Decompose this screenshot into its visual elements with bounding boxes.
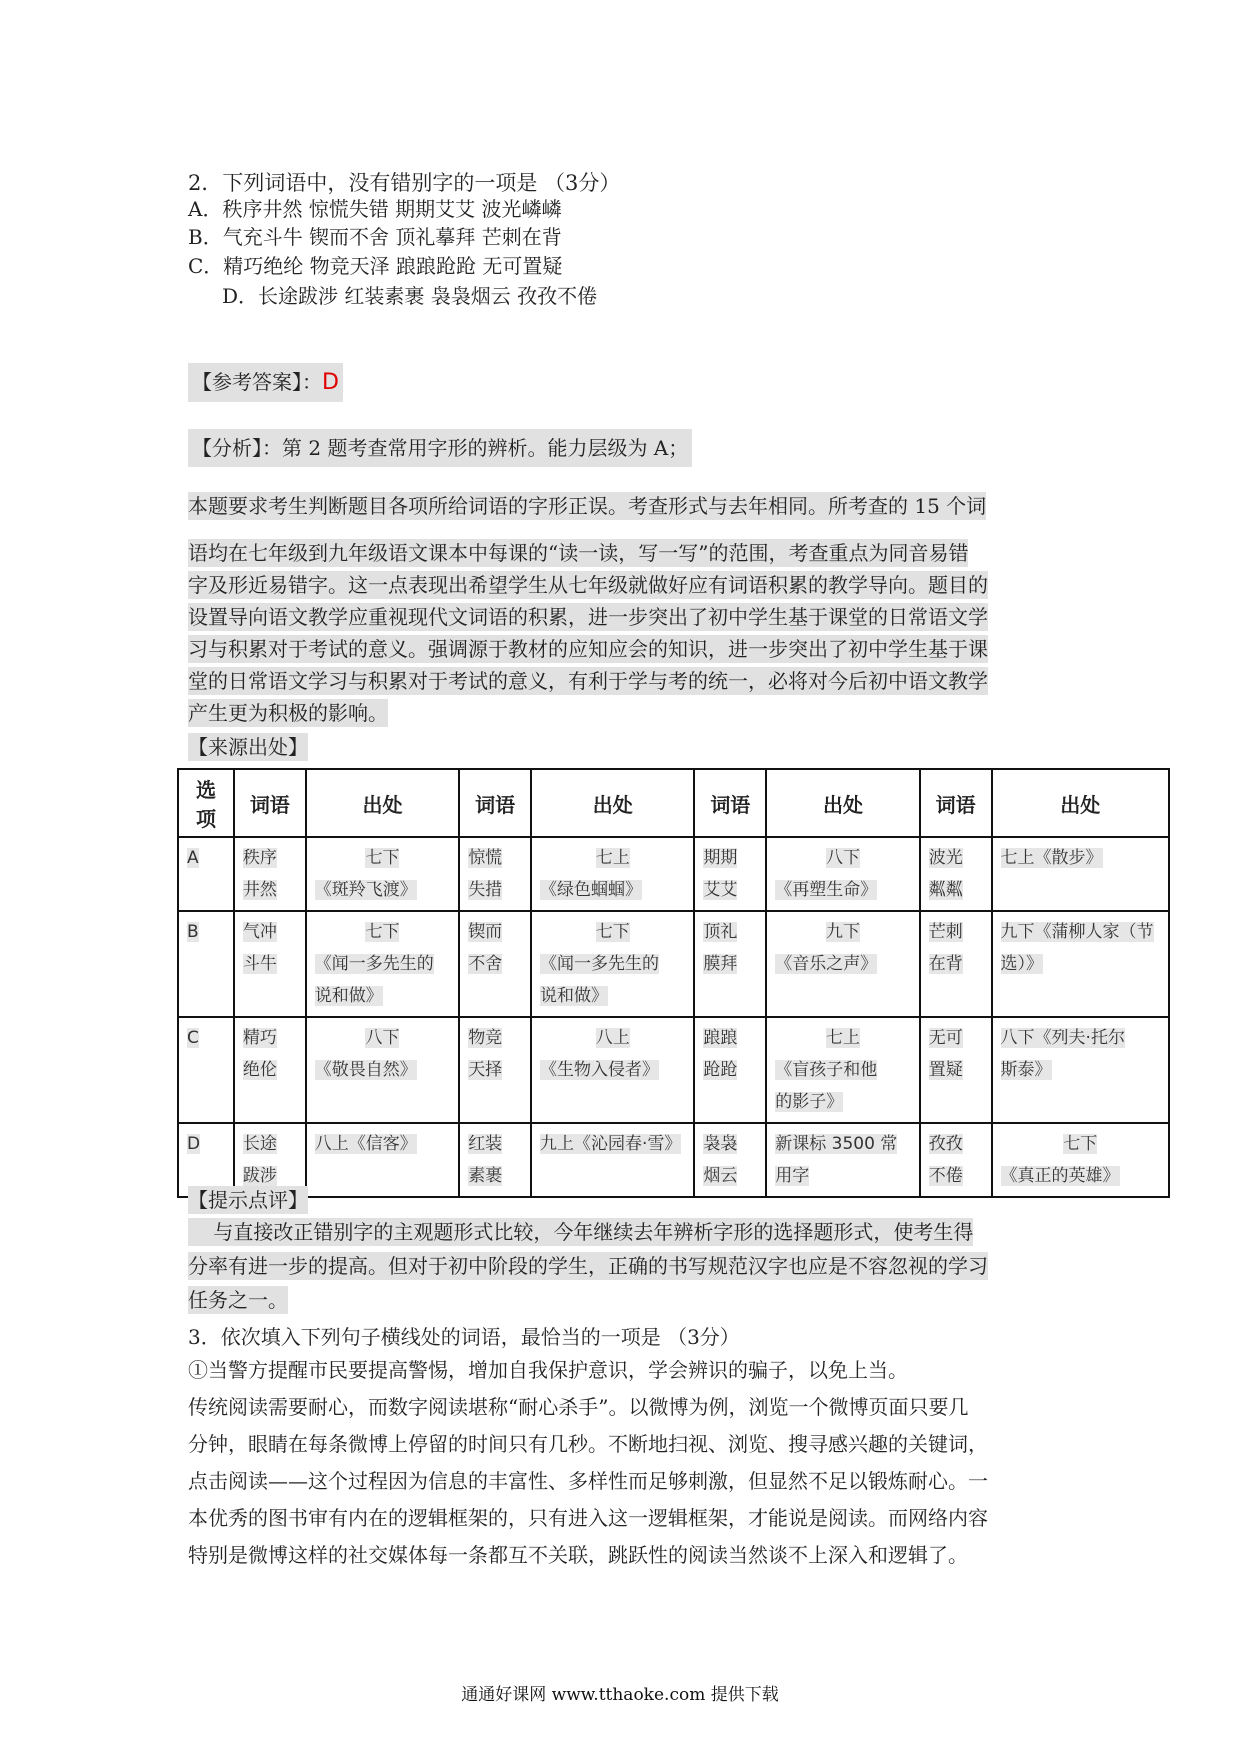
word-cell xyxy=(694,911,766,1017)
q3-line: 分钟，眼睛在每条微博上停留的时间只有几秒。不断地扫视、浏览、搜寻感兴趣的关键词， xyxy=(188,1432,988,1456)
word-cell xyxy=(459,1123,531,1197)
source-cell xyxy=(306,1123,459,1197)
word-cell xyxy=(694,1123,766,1197)
answer-label: 【参考答案】： xyxy=(192,370,322,394)
cell-text: 精巧 xyxy=(242,1028,277,1048)
cell-text: 粼粼 xyxy=(928,880,963,900)
table-header: 词语 xyxy=(920,769,992,837)
cell-text: 顶礼 xyxy=(703,922,738,942)
cell-text: 踉踉 xyxy=(703,1028,738,1048)
cell-text: 井然 xyxy=(242,880,277,900)
source-cell xyxy=(992,1017,1169,1123)
source-cell xyxy=(766,1017,920,1123)
q3-line: 传统阅读需要耐心，而数字阅读堪称“耐心杀手”。以微博为例，浏览一个微博页面只要几 xyxy=(188,1395,969,1419)
word-cell xyxy=(920,837,992,911)
cell-text: 锲而 xyxy=(468,922,503,942)
q3-line: 本优秀的图书审有内在的逻辑框架的，只有进入这一逻辑框架，才能说是阅读。而网络内容 xyxy=(188,1506,988,1530)
review-line: 任务之一。 xyxy=(188,1288,288,1312)
table-header: 词语 xyxy=(459,769,531,837)
table-row xyxy=(178,1017,1169,1123)
option-cell xyxy=(178,911,234,1017)
table-header-row xyxy=(178,769,1169,837)
word-cell xyxy=(234,911,306,1017)
cell-text: 《音乐之声》 xyxy=(775,954,878,974)
cell-text: 八上 xyxy=(595,1028,630,1048)
answer-block xyxy=(188,363,343,402)
option-cell xyxy=(178,837,234,911)
cell-text: 绝伦 xyxy=(242,1060,277,1080)
cell-text: 膜拜 xyxy=(703,954,738,974)
answer-value: D xyxy=(322,370,339,395)
cell-text: 说和做》 xyxy=(314,986,383,1006)
source-table xyxy=(177,768,1170,1198)
analysis-line: 语均在七年级到九年级语文课本中每课的“读一读，写一写”的范围，考查重点为同音易错 xyxy=(188,541,969,565)
q3-line: 点击阅读——这个过程因为信息的丰富性、多样性而足够刺激，但显然不足以锻炼耐心。一 xyxy=(188,1469,988,1493)
table-header: 出处 xyxy=(531,769,694,837)
word-cell xyxy=(920,911,992,1017)
cell-text: B xyxy=(187,922,199,942)
source-cell xyxy=(531,1123,694,1197)
cell-text: 九下 xyxy=(825,922,860,942)
option-c: C．精巧绝纶 物竞天泽 踉踉跄跄 无可置疑 xyxy=(188,254,563,278)
source-cell xyxy=(992,837,1169,911)
cell-text: 不倦 xyxy=(928,1166,963,1186)
cell-text: 八上《信客》 xyxy=(314,1134,417,1154)
source-cell xyxy=(306,911,459,1017)
cell-text: 九下《蒲柳人家（节 xyxy=(1000,922,1154,942)
table-row xyxy=(178,837,1169,911)
table-header: 词语 xyxy=(234,769,306,837)
review-line: 分率有进一步的提高。但对于初中阶段的学生，正确的书写规范汉字也应是不容忽视的学习 xyxy=(188,1254,988,1278)
word-cell xyxy=(694,1017,766,1123)
cell-text: 袅袅 xyxy=(703,1134,738,1154)
word-cell xyxy=(234,1017,306,1123)
word-cell xyxy=(234,837,306,911)
cell-text: 《闻一多先生的 xyxy=(314,954,434,974)
analysis-line: 习与积累对于考试的意义。强调源于教材的应知应会的知识，进一步突出了初中学生基于课 xyxy=(188,637,988,661)
analysis-line: 字及形近易错字。这一点表现出希望学生从七年级就做好应有词语积累的教学导向。题目的 xyxy=(188,573,988,597)
cell-text: 七上 xyxy=(825,1028,860,1048)
cell-text: 期期 xyxy=(703,848,738,868)
cell-text: 八下 xyxy=(365,1028,400,1048)
cell-text: 九上《沁园春·雪》 xyxy=(540,1134,682,1154)
cell-text: 素裹 xyxy=(468,1166,503,1186)
cell-text: 斗牛 xyxy=(242,954,277,974)
cell-text: 惊慌 xyxy=(468,848,503,868)
cell-text: 八下 xyxy=(825,848,860,868)
source-cell xyxy=(531,837,694,911)
cell-text: 新课标 3500 常 xyxy=(775,1134,898,1154)
cell-text: 的影子》 xyxy=(775,1092,844,1112)
table-row xyxy=(178,1123,1169,1197)
source-cell xyxy=(766,1123,920,1197)
cell-text: 秩序 xyxy=(242,848,277,868)
cell-text: 七下 xyxy=(1063,1134,1098,1154)
source-cell xyxy=(766,911,920,1017)
cell-text: 烟云 xyxy=(703,1166,738,1186)
word-cell xyxy=(694,837,766,911)
cell-text: 波光 xyxy=(928,848,963,868)
cell-text: 物竞 xyxy=(468,1028,503,1048)
cell-text: 七下 xyxy=(595,922,630,942)
cell-text: 选）》 xyxy=(1000,954,1044,974)
cell-text: 在背 xyxy=(928,954,963,974)
cell-text: A xyxy=(187,848,199,868)
cell-text: 长途 xyxy=(242,1134,277,1154)
cell-text: 气冲 xyxy=(242,922,277,942)
table-row xyxy=(178,911,1169,1017)
cell-text: 七上《散步》 xyxy=(1000,848,1103,868)
cell-text: 艾艾 xyxy=(703,880,738,900)
word-cell xyxy=(459,1017,531,1123)
cell-text: D xyxy=(187,1134,201,1154)
analysis-head: 【分析】：第 2 题考查常用字形的辨析。能力层级为 A； xyxy=(188,429,692,467)
cell-text: 《绿色蝈蝈》 xyxy=(540,880,642,900)
table-header: 词语 xyxy=(694,769,766,837)
source-cell xyxy=(531,1017,694,1123)
cell-text: 七上 xyxy=(595,848,630,868)
source-cell xyxy=(992,911,1169,1017)
cell-text: 不舍 xyxy=(468,954,503,974)
table-header: 出处 xyxy=(992,769,1169,837)
cell-text: 天择 xyxy=(468,1060,503,1080)
cell-text: 无可 xyxy=(928,1028,963,1048)
word-cell xyxy=(459,911,531,1017)
cell-text: 《生物入侵者》 xyxy=(540,1060,659,1080)
page-footer: 通通好课网 www.tthaoke.com 提供下载 xyxy=(461,1685,779,1705)
word-cell xyxy=(459,837,531,911)
cell-text: 斯泰》 xyxy=(1000,1060,1052,1080)
cell-text: 《再塑生命》 xyxy=(775,880,878,900)
cell-text: 七下 xyxy=(365,922,400,942)
source-head: 【来源出处】 xyxy=(188,735,308,759)
source-cell xyxy=(306,1017,459,1123)
cell-text: 说和做》 xyxy=(540,986,608,1006)
question3-title: 3．依次填入下列句子横线处的词语，最恰当的一项是 （3分） xyxy=(188,1325,740,1349)
q3-line: 特别是微博这样的社交媒体每一条都互不关联，跳跃性的阅读当然谈不上深入和逻辑了。 xyxy=(188,1543,968,1567)
cell-text: 《敬畏自然》 xyxy=(314,1060,417,1080)
table-header: 选项 xyxy=(178,769,234,837)
q3-line: ①当警方提醒市民要提高警惕，增加自我保护意识，学会辨识的骗子，以免上当。 xyxy=(188,1358,908,1382)
table-header: 出处 xyxy=(306,769,459,837)
cell-text: 七下 xyxy=(365,848,400,868)
cell-text: 《斑羚飞渡》 xyxy=(314,880,417,900)
table-header: 出处 xyxy=(766,769,920,837)
option-a: A．秩序井然 惊慌失错 期期艾艾 波光嶙嶙 xyxy=(188,197,562,221)
analysis-line: 本题要求考生判断题目各项所给词语的字形正误。考查形式与去年相同。所考查的 15 个词 xyxy=(188,494,987,518)
review-line: 与直接改正错别字的主观题形式比较，今年继续去年辨析字形的选择题形式，使考生得 xyxy=(188,1220,974,1244)
analysis-line: 产生更为积极的影响。 xyxy=(188,701,388,725)
cell-text: 《闻一多先生的 xyxy=(540,954,659,974)
source-cell xyxy=(992,1123,1169,1197)
cell-text: 跄跄 xyxy=(703,1060,738,1080)
cell-text: 八下《列夫·托尔 xyxy=(1000,1028,1125,1048)
cell-text: 孜孜 xyxy=(928,1134,963,1154)
analysis-line: 堂的日常语文学习与积累对于考试的意义，有利于学与考的统一，必将对今后初中语文教学 xyxy=(188,669,988,693)
cell-text: 失措 xyxy=(468,880,503,900)
word-cell xyxy=(920,1017,992,1123)
source-cell xyxy=(306,837,459,911)
question2-title: 2．下列词语中，没有错别字的一项是 （3分） xyxy=(188,171,621,195)
word-cell xyxy=(920,1123,992,1197)
source-cell xyxy=(766,837,920,911)
cell-text: 置疑 xyxy=(928,1060,963,1080)
cell-text: 跋涉 xyxy=(242,1166,277,1186)
cell-text: C xyxy=(187,1028,199,1048)
cell-text: 《真正的英雄》 xyxy=(1000,1166,1120,1186)
cell-text: 红装 xyxy=(468,1134,503,1154)
source-cell xyxy=(531,911,694,1017)
cell-text: 芒刺 xyxy=(928,922,963,942)
cell-text: 《盲孩子和他 xyxy=(775,1060,878,1080)
option-b: B．气充斗牛 锲而不舍 顶礼摹拜 芒刺在背 xyxy=(188,225,562,249)
review-head: 【提示点评】 xyxy=(188,1188,308,1212)
option-d: D．长途跋涉 红装素裹 袅袅烟云 孜孜不倦 xyxy=(222,284,598,308)
option-cell xyxy=(178,1017,234,1123)
analysis-line: 设置导向语文教学应重视现代文词语的积累，进一步突出了初中学生基于课堂的日常语文学 xyxy=(188,605,988,629)
cell-text: 用字 xyxy=(775,1166,810,1186)
